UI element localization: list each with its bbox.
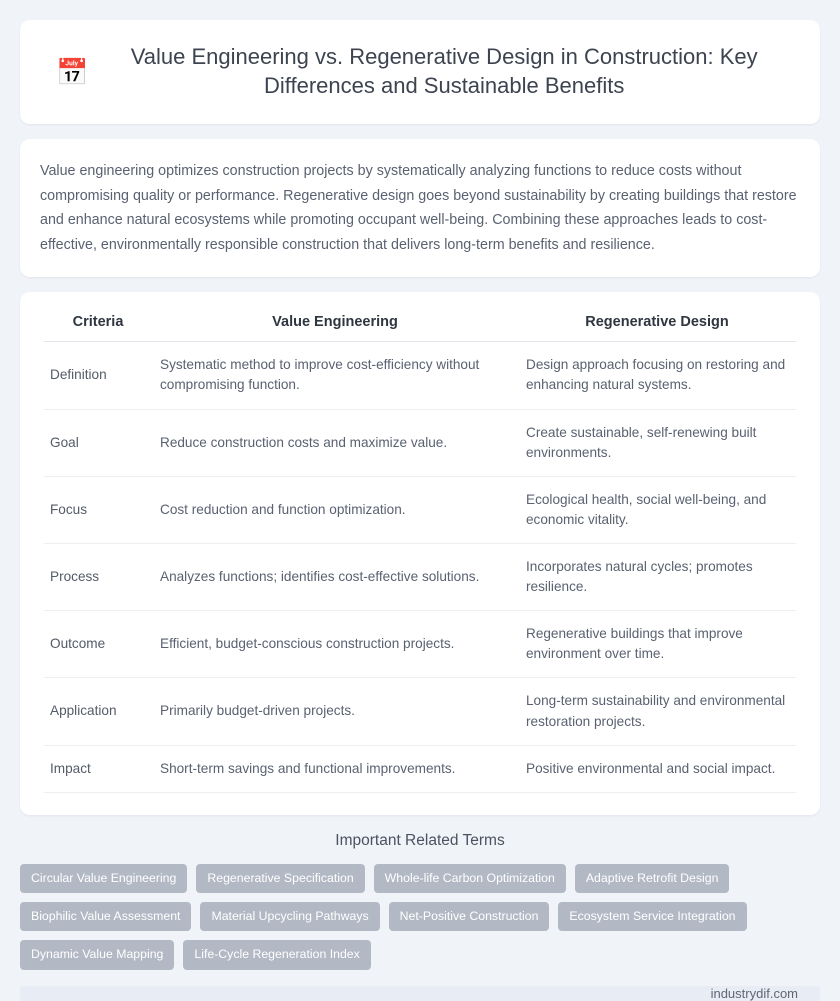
table-row bbox=[44, 476, 796, 543]
cell-value-engineering: Systematic method to improve cost-efficiency without compromising function. bbox=[152, 342, 518, 409]
cell-value-engineering: Cost reduction and function optimization. bbox=[152, 476, 518, 543]
term-tag[interactable]: Life-Cycle Regeneration Index bbox=[183, 940, 370, 969]
footer-bar bbox=[20, 986, 820, 1001]
column-header-criteria: Criteria bbox=[44, 314, 152, 342]
cell-regenerative-design: Incorporates natural cycles; promotes resilience. bbox=[518, 543, 796, 610]
comparison-table-card bbox=[20, 292, 820, 814]
related-terms-title: Important Related Terms bbox=[335, 831, 505, 849]
cell-regenerative-design: Positive environmental and social impact. bbox=[518, 745, 796, 792]
cell-criteria: Process bbox=[44, 543, 152, 610]
cell-value-engineering: Efficient, budget-conscious construction projects. bbox=[152, 611, 518, 678]
related-terms-section bbox=[20, 832, 820, 970]
table-row bbox=[44, 342, 796, 409]
cell-value-engineering: Reduce construction costs and maximize value. bbox=[152, 409, 518, 476]
cell-regenerative-design: Regenerative buildings that improve environment over time. bbox=[518, 611, 796, 678]
term-tag[interactable]: Net-Positive Construction bbox=[389, 902, 550, 931]
term-tag[interactable]: Circular Value Engineering bbox=[20, 864, 187, 893]
calendar-icon: 📅 bbox=[56, 57, 89, 87]
cell-regenerative-design: Create sustainable, self-renewing built environments. bbox=[518, 409, 796, 476]
table-row bbox=[44, 678, 796, 745]
description-card bbox=[20, 139, 820, 277]
term-tag[interactable]: Regenerative Specification bbox=[196, 864, 364, 893]
cell-regenerative-design: Design approach focusing on restoring and enhancing natural systems. bbox=[518, 342, 796, 409]
table-body bbox=[44, 342, 796, 792]
cell-criteria: Definition bbox=[44, 342, 152, 409]
description-text: Value engineering optimizes construction projects by systematically analyzing functions to reduce costs without compromising quality or performance. Regenerative design goes beyond sustainability by creating buildings that restore and enhance natural ecosystems while promoting occupant well-being. Combining these approaches leads to cost-effective, environmentally responsible construction that delivers long-term benefits and resilience. bbox=[40, 163, 797, 253]
related-terms-list bbox=[20, 864, 820, 970]
cell-criteria: Impact bbox=[44, 745, 152, 792]
term-tag[interactable]: Ecosystem Service Integration bbox=[558, 902, 746, 931]
term-tag[interactable]: Material Upcycling Pathways bbox=[200, 902, 379, 931]
cell-regenerative-design: Long-term sustainability and environmental restoration projects. bbox=[518, 678, 796, 745]
table-row bbox=[44, 611, 796, 678]
cell-criteria: Outcome bbox=[44, 611, 152, 678]
table-head bbox=[44, 314, 796, 342]
column-header-value-engineering: Value Engineering bbox=[152, 314, 518, 342]
cell-criteria: Focus bbox=[44, 476, 152, 543]
term-tag[interactable]: Whole-life Carbon Optimization bbox=[374, 864, 566, 893]
header-card bbox=[20, 20, 820, 124]
table-row bbox=[44, 745, 796, 792]
cell-criteria: Goal bbox=[44, 409, 152, 476]
term-tag[interactable]: Biophilic Value Assessment bbox=[20, 902, 191, 931]
cell-criteria: Application bbox=[44, 678, 152, 745]
table-header-row bbox=[44, 314, 796, 342]
term-tag[interactable]: Dynamic Value Mapping bbox=[20, 940, 174, 969]
cell-value-engineering: Primarily budget-driven projects. bbox=[152, 678, 518, 745]
table-row bbox=[44, 409, 796, 476]
page-title: Value Engineering vs. Regenerative Design in Construction: Key Differences and Sustainable Benefits bbox=[130, 43, 758, 98]
term-tag[interactable]: Adaptive Retrofit Design bbox=[575, 864, 730, 893]
footer-site-name: industrydif.com bbox=[710, 985, 798, 1001]
column-header-regenerative-design: Regenerative Design bbox=[518, 314, 796, 342]
cell-value-engineering: Analyzes functions; identifies cost-effective solutions. bbox=[152, 543, 518, 610]
cell-regenerative-design: Ecological health, social well-being, and economic vitality. bbox=[518, 476, 796, 543]
comparison-table bbox=[44, 314, 796, 792]
table-row bbox=[44, 543, 796, 610]
cell-value-engineering: Short-term savings and functional improvements. bbox=[152, 745, 518, 792]
